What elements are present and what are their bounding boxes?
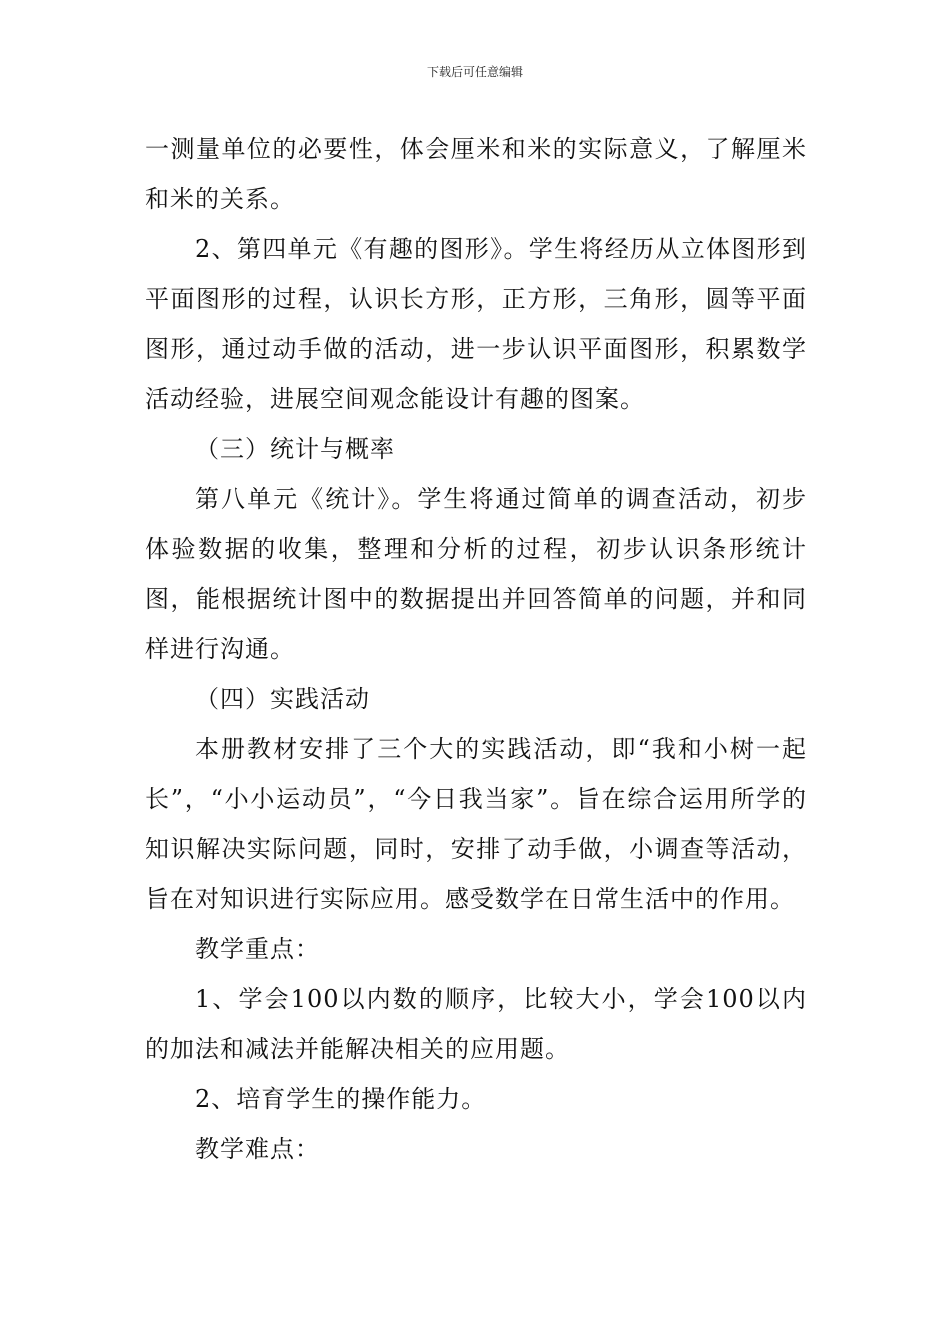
- heading-teaching-difficulty: 教学难点：: [195, 1135, 320, 1163]
- paragraph-6: 本册教材安排了三个大的实践活动，即“我和小树一起长”，“小小运动员”，“今日我当家”。旨在综合运用所学的知识解决实际问题，同时，安排了动手做，小调查等活动，旨在对知识进行实际应用。感受数学在日常生活中的作用。: [145, 735, 807, 913]
- section-heading-practice: （四）实践活动: [195, 685, 370, 713]
- paragraph-4: 第八单元《统计》。学生将通过简单的调查活动，初步体验数据的收集，整理和分析的过程，初步认识条形统计图，能根据统计图中的数据提出并回答简单的问题，并和同样进行沟通。: [145, 485, 807, 663]
- paragraph-2: 2、第四单元《有趣的图形》。学生将经历从立体图形到平面图形的过程，认识长方形，正方形，三角形，圆等平面图形，通过动手做的活动，进一步认识平面图形，积累数学活动经验，进展空间观念能设计有趣的图案。: [145, 235, 807, 413]
- document-body: [145, 124, 807, 1174]
- section-heading-statistics: （三）统计与概率: [195, 435, 395, 463]
- paragraph-9: 2、培育学生的操作能力。: [195, 1085, 487, 1113]
- heading-teaching-focus: 教学重点：: [195, 935, 320, 963]
- paragraph-8: 1、学会100以内数的顺序，比较大小，学会100以内的加法和减法并能解决相关的应用题。: [145, 985, 807, 1063]
- paragraph-1: 一测量单位的必要性，体会厘米和米的实际意义，了解厘米和米的关系。: [145, 135, 807, 213]
- page-header-note: 下载后可任意编辑: [426, 65, 523, 79]
